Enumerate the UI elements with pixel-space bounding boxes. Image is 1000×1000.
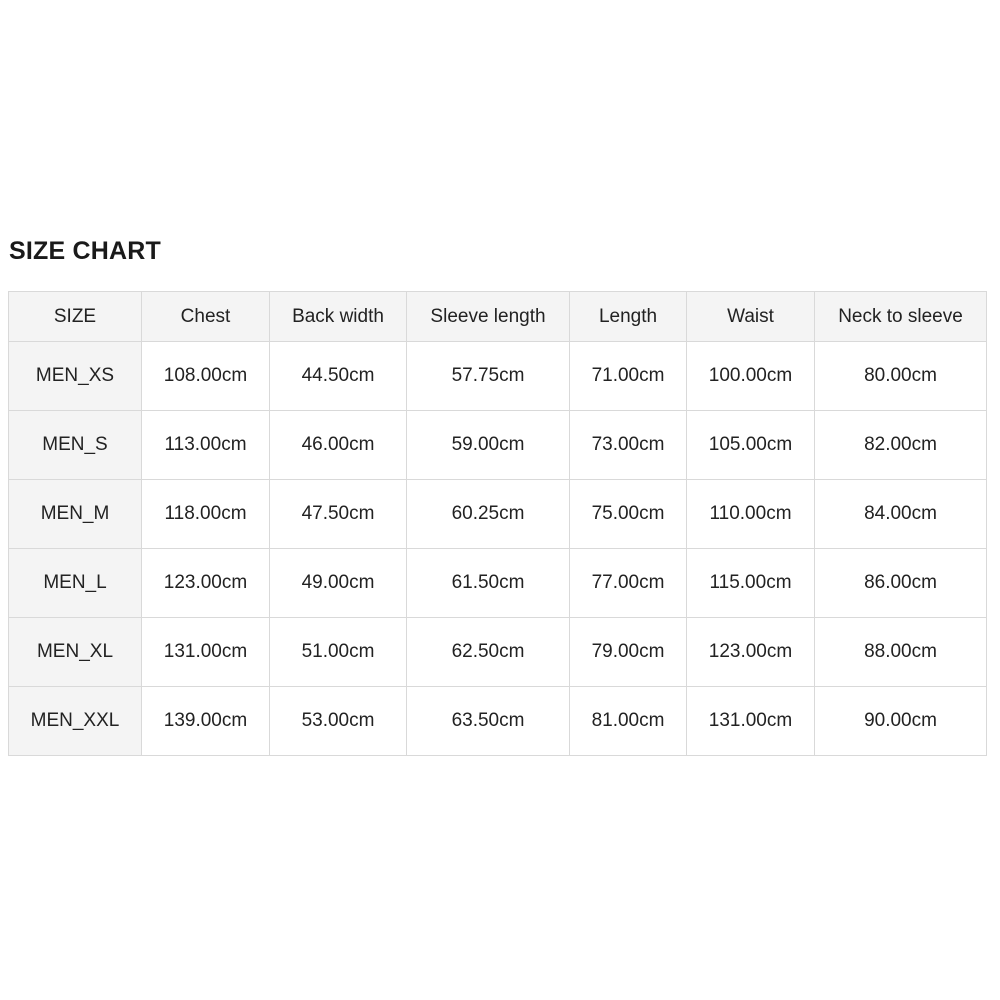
length-cell: 79.00cm xyxy=(570,618,687,687)
size-cell: MEN_M xyxy=(9,480,142,549)
neck-to-sleeve-cell: 84.00cm xyxy=(815,480,987,549)
size-chart-table xyxy=(8,291,987,756)
page-title: SIZE CHART xyxy=(9,237,161,265)
chest-cell: 123.00cm xyxy=(142,549,270,618)
length-cell: 71.00cm xyxy=(570,342,687,411)
chest-cell: 139.00cm xyxy=(142,687,270,756)
chest-cell: 131.00cm xyxy=(142,618,270,687)
length-cell: 81.00cm xyxy=(570,687,687,756)
length-cell: 77.00cm xyxy=(570,549,687,618)
size-cell: MEN_XL xyxy=(9,618,142,687)
sleeve-length-cell: 57.75cm xyxy=(407,342,570,411)
sleeve-length-cell: 59.00cm xyxy=(407,411,570,480)
neck-to-sleeve-cell: 82.00cm xyxy=(815,411,987,480)
back-width-cell: 47.50cm xyxy=(270,480,407,549)
waist-cell: 105.00cm xyxy=(687,411,815,480)
sleeve-length-cell: 62.50cm xyxy=(407,618,570,687)
waist-cell: 100.00cm xyxy=(687,342,815,411)
sleeve-length-cell: 61.50cm xyxy=(407,549,570,618)
size-cell: MEN_XXL xyxy=(9,687,142,756)
neck-to-sleeve-cell: 80.00cm xyxy=(815,342,987,411)
header-size: SIZE xyxy=(9,292,142,342)
neck-to-sleeve-cell: 88.00cm xyxy=(815,618,987,687)
back-width-cell: 46.00cm xyxy=(270,411,407,480)
table-row xyxy=(9,411,987,480)
waist-cell: 123.00cm xyxy=(687,618,815,687)
header-chest: Chest xyxy=(142,292,270,342)
size-cell: MEN_L xyxy=(9,549,142,618)
waist-cell: 115.00cm xyxy=(687,549,815,618)
header-row xyxy=(9,292,987,342)
table-row xyxy=(9,549,987,618)
chest-cell: 113.00cm xyxy=(142,411,270,480)
neck-to-sleeve-cell: 90.00cm xyxy=(815,687,987,756)
sleeve-length-cell: 60.25cm xyxy=(407,480,570,549)
header-sleeve-length: Sleeve length xyxy=(407,292,570,342)
waist-cell: 110.00cm xyxy=(687,480,815,549)
table-row xyxy=(9,687,987,756)
header-neck-to-sleeve: Neck to sleeve xyxy=(815,292,987,342)
header-back-width: Back width xyxy=(270,292,407,342)
chest-cell: 118.00cm xyxy=(142,480,270,549)
table-row xyxy=(9,480,987,549)
back-width-cell: 44.50cm xyxy=(270,342,407,411)
size-cell: MEN_XS xyxy=(9,342,142,411)
neck-to-sleeve-cell: 86.00cm xyxy=(815,549,987,618)
header-waist: Waist xyxy=(687,292,815,342)
sleeve-length-cell: 63.50cm xyxy=(407,687,570,756)
waist-cell: 131.00cm xyxy=(687,687,815,756)
header-length: Length xyxy=(570,292,687,342)
back-width-cell: 53.00cm xyxy=(270,687,407,756)
back-width-cell: 51.00cm xyxy=(270,618,407,687)
back-width-cell: 49.00cm xyxy=(270,549,407,618)
length-cell: 73.00cm xyxy=(570,411,687,480)
table-row xyxy=(9,342,987,411)
length-cell: 75.00cm xyxy=(570,480,687,549)
size-cell: MEN_S xyxy=(9,411,142,480)
table-row xyxy=(9,618,987,687)
chest-cell: 108.00cm xyxy=(142,342,270,411)
